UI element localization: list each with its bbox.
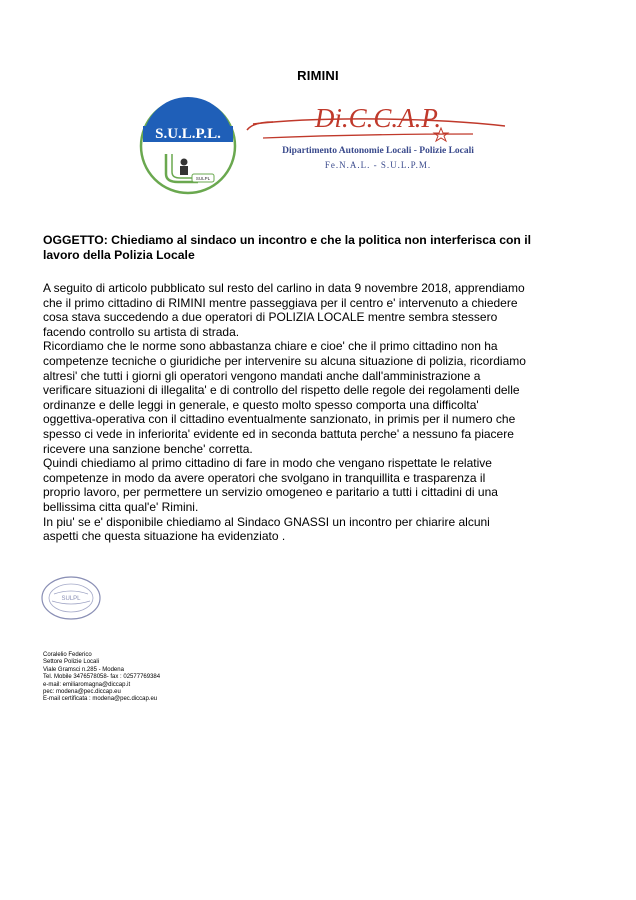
subject-line: lavoro della Polizia Locale [43,247,195,262]
letter-body [43,281,603,544]
body-line: facendo controllo su artista di strada. [43,324,240,339]
footer-line: Viale Gramsci n.285 - Modena [43,666,124,673]
sulpl-logo-small-text: SULPL [195,176,211,181]
stamp-text: SULPL [61,596,81,602]
body-line: competenze in modo da avere operatori che svolgano in tranquillita e trasparenza il [43,470,486,485]
sulpl-logo [138,96,238,196]
letter-subject [43,233,603,262]
body-line: che il primo cittadino di RIMINI mentre passeggiava per il centro e' intervenuto a chiedere [43,295,518,310]
body-line: oggettiva-operativa con il cittadino eventualmente sanzionato, in primis per il numero che [43,412,516,427]
footer-line: e-mail: emiliaromagna@diccap.it [43,681,131,688]
body-line: In piu' se e' disponibile chiediamo al Sindaco GNASSI un incontro per chiarire alcuni [43,514,490,529]
footer-line: Coralelio Federico [43,652,92,658]
footer-line: Settore Polizie Locali [43,659,100,666]
body-line: competenze tecniche o giuridiche per intervenire su alcuna situazione di polizia, ricordiamo [43,353,526,368]
page-title: RIMINI [297,68,339,83]
diccap-logo-text: Di.C.C.A.P. [314,103,442,133]
subject-line: OGGETTO: Chiediamo al sindaco un incontro e che la politica non interferisca con il [43,233,532,247]
body-line: spesso ci vede in inferiorita' evidente ed in seconda battuta perche' a nessuno fa piacere [43,426,514,441]
footer-line: Tel. Mobile 3476578058- fax : 02577769384 [43,674,161,681]
diccap-affiliation: Fe.N.A.L. - S.U.L.P.M. [324,160,432,170]
sulpl-logo-text: S.U.L.P.L. [155,126,221,142]
body-line: ricevere una sanzione benche' corretta. [43,441,253,456]
diccap-subtitle: Dipartimento Autonomie Locali - Polizie Locali [282,146,474,156]
body-line: aspetti che questa situazione ha evidenziato . [43,529,286,544]
footer-line: E-mail certificata : modena@pec.diccap.eu [43,696,158,703]
sender-info [43,652,303,704]
body-line: A seguito di articolo pubblicato sul resto del carlino in data 9 novembre 2018, apprendiamo [43,281,525,295]
body-line: bellissima citta qual'e' Rimini. [43,499,199,514]
footer-line: pec: modena@pec.diccap.eu [43,689,121,696]
body-line: Ricordiamo che le norme sono abbastanza chiare e cioe' che il primo cittadino non ha [43,339,498,354]
body-line: ordinanze e delle leggi in generale, e questo molto spesso comporta una difficolta' [43,397,479,412]
body-line: proprio lavoro, per permettere un servizio omogeneo e paritario a tutti i cittadini di una [43,485,498,500]
signature-stamp [40,574,102,622]
body-line: Quindi chiediamo al primo cittadino di fare in modo che vengano rispettate le relative [43,456,492,471]
body-line: verificare situazioni di illegalita' e di controllo del rispetto delle regole dei regolamenti delle [43,383,520,398]
body-line: altresi' che tutti i giorni gli operatori vengono mandati anche dall'amministrazione a [43,368,481,383]
body-line: cosa stava succedendo a due operatori di POLIZIA LOCALE mentre sembra stessero [43,310,498,325]
